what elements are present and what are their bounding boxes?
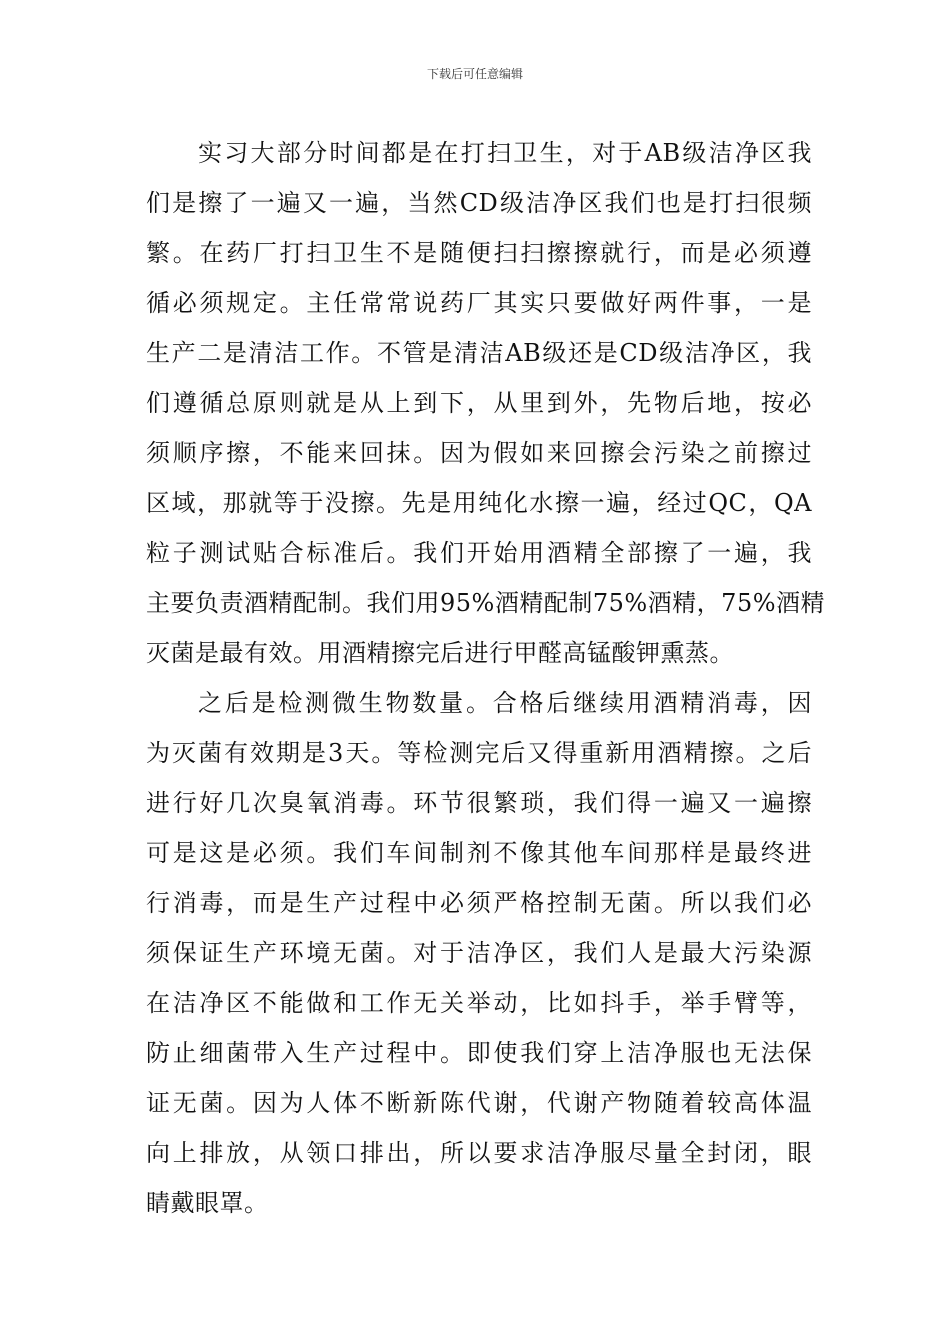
text-line: 之后是检测微生物数量。合格后继续用酒精消毒，因	[198, 689, 812, 717]
text-line: 睛戴眼罩。	[146, 1189, 269, 1217]
text-line: 行消毒，而是生产过程中必须严格控制无菌。所以我们必	[146, 889, 812, 917]
text-line: 须保证生产环境无菌。对于洁净区，我们人是最大污染源	[146, 939, 812, 967]
paragraph-2	[146, 678, 812, 1228]
text-line: 循必须规定。主任常常说药厂其实只要做好两件事，一是	[146, 289, 812, 317]
text-line: 们是擦了一遍又一遍，当然CD级洁净区我们也是打扫很频	[146, 189, 812, 217]
text-line: 进行好几次臭氧消毒。环节很繁琐，我们得一遍又一遍擦	[146, 789, 812, 817]
text-line: 区域，那就等于没擦。先是用纯化水擦一遍，经过QC，QA	[146, 489, 812, 517]
text-line: 生产二是清洁工作。不管是清洁AB级还是CD级洁净区，我	[146, 339, 812, 367]
text-line: 在洁净区不能做和工作无关举动，比如抖手，举手臂等，	[146, 989, 812, 1017]
document-body	[146, 128, 826, 1228]
text-line: 向上排放，从领口排出，所以要求洁净服尽量全封闭，眼	[146, 1139, 812, 1167]
paragraph-1	[146, 128, 826, 678]
text-line: 繁。在药厂打扫卫生不是随便扫扫擦擦就行，而是必须遵	[146, 239, 812, 267]
text-line: 证无菌。因为人体不断新陈代谢，代谢产物随着较高体温	[146, 1089, 812, 1117]
text-line: 防止细菌带入生产过程中。即使我们穿上洁净服也无法保	[146, 1039, 812, 1067]
text-line: 们遵循总原则就是从上到下，从里到外，先物后地，按必	[146, 389, 812, 417]
text-line: 须顺序擦，不能来回抹。因为假如来回擦会污染之前擦过	[146, 439, 812, 467]
text-line: 为灭菌有效期是3天。等检测完后又得重新用酒精擦。之后	[146, 739, 812, 767]
text-line: 实习大部分时间都是在打扫卫生，对于AB级洁净区我	[198, 139, 812, 167]
text-line: 可是这是必须。我们车间制剂不像其他车间那样是最终进	[146, 839, 812, 867]
text-line: 主要负责酒精配制。我们用95%酒精配制75%酒精，75%酒精	[146, 589, 826, 617]
text-line: 灭菌是最有效。用酒精擦完后进行甲醛高锰酸钾熏蒸。	[146, 639, 734, 667]
page-header-note: 下载后可任意编辑	[426, 67, 523, 81]
text-line: 粒子测试贴合标准后。我们开始用酒精全部擦了一遍，我	[146, 539, 812, 567]
